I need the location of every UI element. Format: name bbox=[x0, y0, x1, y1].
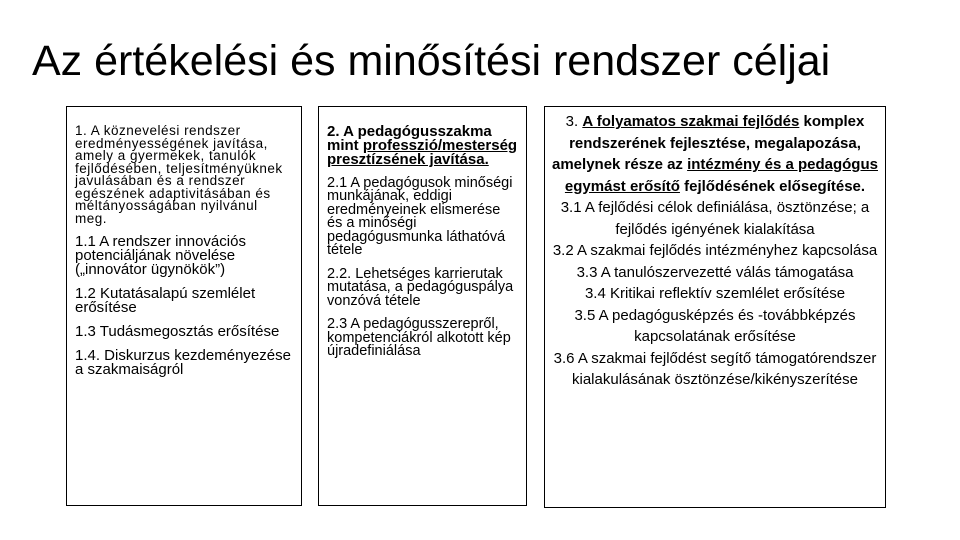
goal-1-item-3: 1.3 Tudásmegosztás erősítése bbox=[75, 323, 280, 341]
goal-2-lead bbox=[327, 125, 518, 167]
goal-3-lead-part-3: intézmény és a pedagógus egymást erősítő bbox=[564, 156, 878, 195]
goal-2-lead-part-2: professzió/mesterség presztízsének javítása. bbox=[327, 136, 518, 168]
goal-3-item-6: 3.6 A szakmai fejlődést segítő támogatórendszer kialakulásának ösztönzése/kikényszerítése bbox=[553, 349, 877, 388]
goal-3-lead-part-1: A folyamatos szakmai fejlődés bbox=[582, 113, 800, 130]
goal-3-item-3: 3.3 A tanulószervezetté válás támogatása bbox=[576, 263, 854, 281]
goal-1-item-1: 1.1 A rendszer innovációs potenciáljának növelése („innovátor ügynökök”) bbox=[75, 233, 246, 279]
goal-box-3 bbox=[544, 106, 886, 508]
goal-box-1 bbox=[66, 106, 302, 506]
goal-3-lead-part-2: komplex rendszerének fejlesztése, megalapozása, amelynek része az bbox=[552, 113, 865, 173]
goal-3-lead-part-4: fejlődésének elősegítése. bbox=[679, 177, 866, 195]
goal-3-number: 3. bbox=[565, 113, 583, 130]
goal-1-item-2: 1.2 Kutatásalapú szemlélet erősítése bbox=[75, 285, 256, 317]
goal-3-item-4: 3.4 Kritikai reflektív szemlélet erősítése bbox=[584, 285, 846, 302]
goal-1-item-4: 1.4. Diskurzus kezdeményezése a szakmaiságról bbox=[75, 347, 291, 378]
goal-box-2 bbox=[318, 106, 527, 506]
goal-3-lead bbox=[551, 111, 879, 197]
goal-3-item-2: 3.2 A szakmai fejlődés intézményhez kapcsolása bbox=[552, 242, 878, 259]
goal-2-item-3: 2.3 A pedagógusszerepről, kompetenciákról alkotott kép újradefiniálása bbox=[327, 316, 511, 360]
goal-3-item-5: 3.5 A pedagógusképzés és -továbbképzés kapcsolatának erősítése bbox=[574, 306, 856, 345]
goal-1-lead: 1. A köznevelési rendszer eredményességének javítása, amely a gyermekek, tanulók fejlődésében, teljesítményüknek javulásában és a rendszer egészének adaptivitásában és méltányosságában nyilvánul meg. bbox=[75, 123, 283, 226]
goal-3-item-1: 3.1 A fejlődési célok definiálása, ösztönzése; a fejlődés igényének kialakítása bbox=[560, 199, 870, 238]
page-title: Az értékelési és minősítési rendszer céljai bbox=[32, 37, 831, 85]
goal-2-item-1: 2.1 A pedagógusok minőségi munkájának, eddigi eredményeinek elismerése és a minőségi pedagógusmunka láthatóvá tétele bbox=[327, 174, 513, 259]
goal-2-lead-part-1: 2. A pedagógusszakma mint bbox=[327, 123, 492, 154]
goal-2-item-2: 2.2. Lehetséges karrierutak mutatása, a pedagóguspálya vonzóvá tétele bbox=[327, 265, 514, 309]
